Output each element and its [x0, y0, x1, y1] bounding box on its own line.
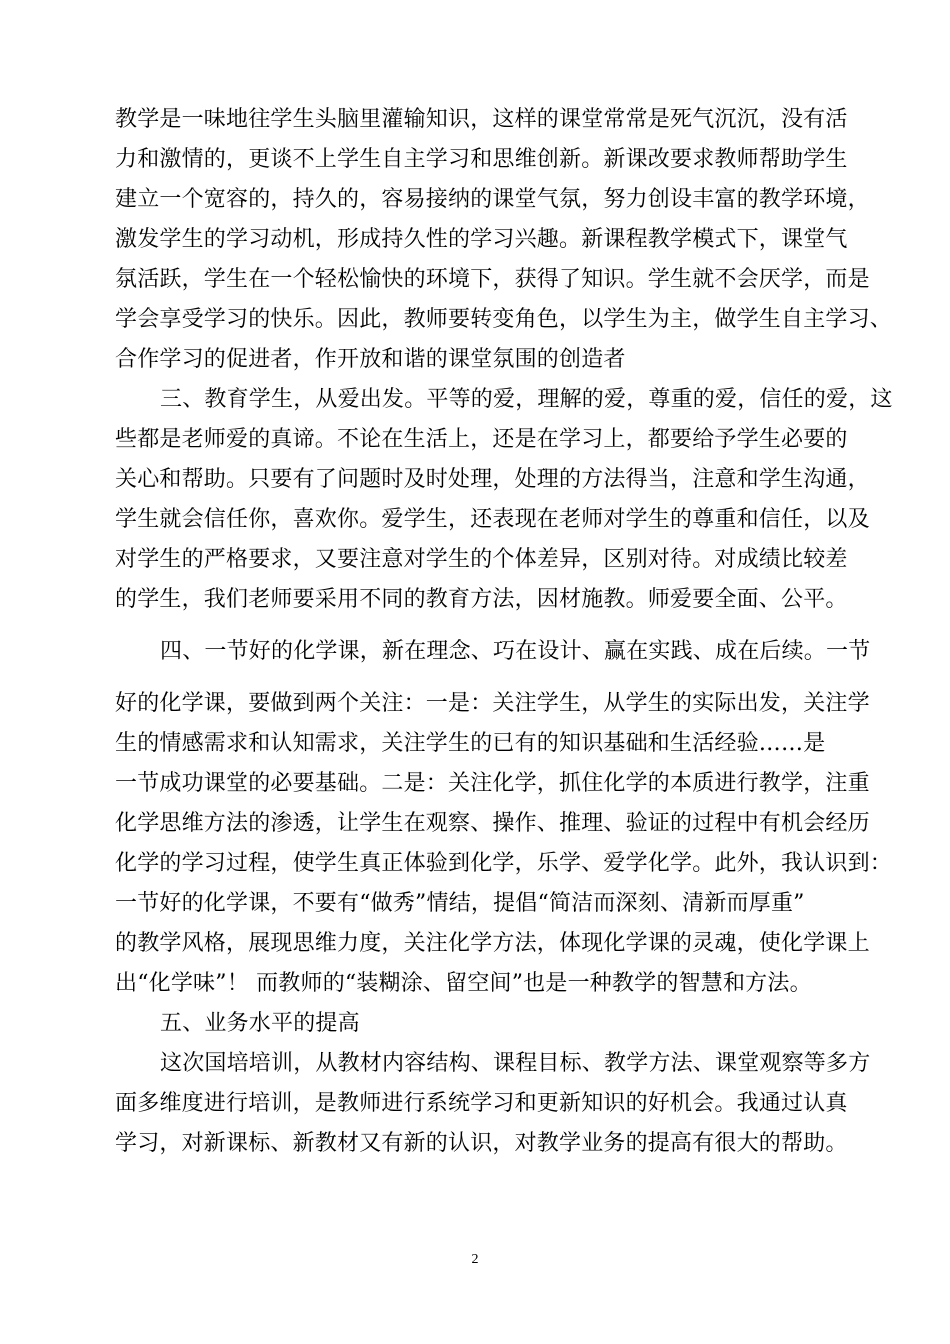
text-line: 教学是一味地往学生头脑里灌输知识，这样的课堂常常是死气沉沉，没有活: [115, 107, 848, 132]
section-heading-line: 四、一节好的化学课，新在理念、巧在设计、赢在实践、成在后续。一节: [160, 639, 871, 664]
page-number: 2: [471, 1252, 479, 1267]
text-line: 建立一个宽容的，持久的，容易接纳的课堂气氛，努力创设丰富的教学环境，: [115, 187, 870, 212]
text-line: 面多维度进行培训，是教师进行系统学习和更新知识的好机会。我通过认真: [115, 1091, 848, 1116]
text-line: 化学思维方法的渗透，让学生在观察、操作、推理、验证的过程中有机会经历: [115, 811, 870, 836]
text-line: 些都是老师爱的真谛。不论在生活上，还是在学习上，都要给予学生必要的: [115, 427, 848, 452]
text-line: 力和激情的，更谈不上学生自主学习和思维创新。新课改要求教师帮助学生: [115, 147, 848, 172]
text-line: 氛活跃，学生在一个轻松愉快的环境下，获得了知识。学生就不会厌学，而是: [115, 267, 870, 292]
section-heading-line: 三、教育学生，从爱出发。平等的爱，理解的爱，尊重的爱，信任的爱，这: [160, 387, 893, 412]
text-line: 激发学生的学习动机，形成持久性的学习兴趣。新课程教学模式下，课堂气: [115, 227, 848, 252]
text-line: 的教学风格，展现思维力度，关注化学方法，体现化学课的灵魂，使化学课上: [115, 931, 870, 956]
text-line: 学会享受学习的快乐。因此，教师要转变角色，以学生为主，做学生自主学习、: [115, 307, 893, 332]
text-line: 学生就会信任你，喜欢你。爱学生，还表现在老师对学生的尊重和信任，以及: [115, 507, 870, 532]
text-line: 化学的学习过程，使学生真正体验到化学，乐学、爱学化学。此外，我认识到：: [115, 851, 893, 876]
text-line: 出“化学味”！ 而教师的“装糊涂、留空间”也是一种教学的智慧和方法。: [115, 971, 812, 996]
text-line: 学习，对新课标、新教材又有新的认识，对教学业务的提高有很大的帮助。: [115, 1131, 848, 1156]
text-line: 这次国培培训，从教材内容结构、课程目标、教学方法、课堂观察等多方: [160, 1051, 871, 1076]
text-line: 的学生，我们老师要采用不同的教育方法，因材施教。师爱要全面、公平。: [115, 587, 848, 612]
section-heading-line: 五、业务水平的提高: [160, 1011, 360, 1036]
text-line: 好的化学课，要做到两个关注：一是：关注学生，从学生的实际出发，关注学: [115, 691, 870, 716]
text-line: 关心和帮助。只要有了问题时及时处理，处理的方法得当，注意和学生沟通，: [115, 467, 870, 492]
text-line: 对学生的严格要求，又要注意对学生的个体差异，区别对待。对成绩比较差: [115, 547, 848, 572]
text-line: 一节成功课堂的必要基础。二是：关注化学，抓住化学的本质进行教学，注重: [115, 771, 870, 796]
text-line: 合作学习的促进者，作开放和谐的课堂氛围的创造者: [115, 347, 626, 372]
text-line: 生的情感需求和认知需求，关注学生的已有的知识基础和生活经验……是: [115, 731, 826, 756]
text-line: 一节好的化学课，不要有“做秀”情结，提倡“简洁而深刻、清新而厚重”: [115, 891, 805, 916]
